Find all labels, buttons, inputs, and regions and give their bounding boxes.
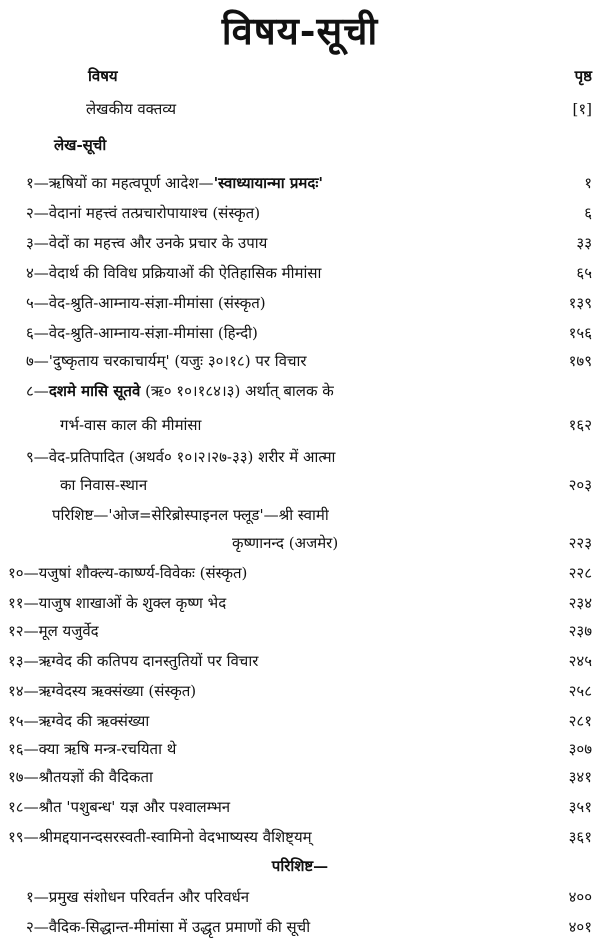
toc-entry-title <box>8 650 258 672</box>
toc-entry-text: का निवास-स्थान <box>60 476 148 494</box>
toc-entry-title <box>8 620 99 642</box>
toc-entry-title <box>26 380 334 402</box>
toc-entry-text: ९—वेद-प्रतिपादित (अथर्व० १०।२।२७-३३) शरीर में आत्मा <box>26 448 336 466</box>
toc-entry-text: ७—'दुष्कृताय चरकाचार्यम्' (यजुः ३०।१८) पर विचार <box>26 352 307 370</box>
appendix-entry-title: २—वैदिक-सिद्धान्त-मीमांसा में उद्धृत प्रमाणों की सूची <box>26 918 311 936</box>
toc-entry-title <box>8 710 149 732</box>
toc-entry-title <box>8 592 226 614</box>
toc-entry-title <box>8 738 176 760</box>
toc-entry-title <box>232 532 338 554</box>
page-column-header: पृष्ठ <box>574 67 592 85</box>
toc-entry-page: ३४१ <box>568 768 592 786</box>
subject-column-header: विषय <box>88 67 118 85</box>
toc-entry-title <box>8 680 196 702</box>
toc-entry-title <box>52 504 329 526</box>
toc-entry-page: १३९ <box>568 294 592 312</box>
appendix-heading: परिशिष्ट— <box>271 857 329 875</box>
toc-entry-text: ६—वेद-श्रुति-आम्नाय-संज्ञा-मीमांसा (हिन्दी) <box>26 324 258 342</box>
toc-entry-title <box>26 262 321 284</box>
toc-entry-text: ११—याजुष शाखाओं के शुक्ल कृष्ण भेद <box>8 594 227 612</box>
preface-text: लेखकीय वक्तव्य <box>86 100 177 118</box>
toc-entry-title <box>26 202 260 224</box>
toc-entry-page: २८१ <box>568 712 592 730</box>
toc-entry-page: २२३ <box>568 534 592 552</box>
toc-entry-text: १५—ऋग्वेद की ऋक्संख्या <box>8 712 150 730</box>
toc-entry-bold-text: 'स्वाध्यायान्मा प्रमदः' <box>213 174 323 192</box>
toc-entry-title <box>8 796 230 818</box>
toc-entry-title <box>8 766 153 788</box>
toc-entry-text: १९—श्रीमद्दयानन्दसरस्वती-स्वामिनो वेदभाष्यस्य वैशिष्ट्यम् <box>8 828 312 846</box>
toc-entry-title <box>8 562 247 584</box>
toc-entry-page: २२८ <box>568 564 592 582</box>
toc-entry-title <box>26 172 323 194</box>
toc-entry-title <box>8 826 312 848</box>
toc-entry-page: १६२ <box>568 416 592 434</box>
page-title: विषय-सूची <box>221 8 379 53</box>
toc-entry-text: १३—ऋग्वेद की कतिपय दानस्तुतियों पर विचार <box>8 652 259 670</box>
toc-entry-text: १२—मूल यजुर्वेद <box>8 622 99 640</box>
toc-entry-text: १४—ऋग्वेदस्य ऋक्संख्या (संस्कृत) <box>8 682 197 700</box>
toc-entry-page: २४५ <box>568 652 592 670</box>
preface-page: [१] <box>572 100 592 118</box>
toc-entry-text-continued: (ऋ० १०।१८४।३) अर्थात् बालक के <box>140 382 334 400</box>
toc-entry-text: परिशिष्ट—'ओज=सेरिब्रोस्पाइनल फ्लूड'—श्री स्वामी <box>52 506 329 524</box>
toc-entry-page: ३५१ <box>568 798 592 816</box>
toc-entry-title <box>26 292 266 314</box>
toc-entry-page: २५८ <box>568 682 592 700</box>
toc-entry-page: १५६ <box>568 324 592 342</box>
toc-entry-text: १०—यजुषां शौक्ल्य-कार्ष्ण्य-विवेकः (संस्कृत) <box>8 564 248 582</box>
toc-entry-page: २०३ <box>568 476 592 494</box>
toc-entry-title <box>60 414 201 436</box>
toc-entry-text: १७—श्रौतयज्ञों की वैदिकता <box>8 768 153 786</box>
toc-entry-text: १६—क्या ऋषि मन्त्र-रचयिता थे <box>8 740 177 758</box>
toc-entry-text: ४—वेदार्थ की विविध प्रक्रियाओं की ऐतिहासिक मीमांसा <box>26 264 322 282</box>
toc-entry-text: ८— <box>26 382 49 400</box>
toc-entry-page: ३६१ <box>568 828 592 846</box>
toc-entry-title <box>26 446 335 468</box>
appendix-entry-title: १—प्रमुख संशोधन परिवर्तन और परिवर्धन <box>26 888 250 906</box>
toc-entry-page: २३४ <box>568 594 592 612</box>
toc-entry-page: ६ <box>584 204 592 222</box>
toc-entry-text: १८—श्रौत 'पशुबन्ध' यज्ञ और पश्वालम्भन <box>8 798 231 816</box>
toc-entry-text: १—ऋषियों का महत्वपूर्ण आदेश— <box>26 174 214 192</box>
list-heading: लेख-सूची <box>54 136 107 154</box>
toc-entry-text: ५—वेद-श्रुति-आम्नाय-संज्ञा-मीमांसा (संस्कृत) <box>26 294 266 312</box>
toc-entry-text: २—वेदानां महत्त्वं तत्प्रचारोपायाश्च (संस्कृत) <box>26 204 261 222</box>
appendix-entry-page: ४०० <box>568 888 592 906</box>
toc-entry-page: ६५ <box>576 264 592 282</box>
toc-entry-title <box>60 474 147 496</box>
toc-entry-text: ३—वेदों का महत्त्व और उनके प्रचार के उपाय <box>26 234 268 252</box>
toc-entry-page: १ <box>584 174 592 192</box>
toc-entry-text: कृष्णानन्द (अजमेर) <box>232 534 339 552</box>
toc-entry-bold-text: दशमे मासि सूतवे <box>48 382 141 400</box>
toc-entry-page: २३७ <box>568 622 592 640</box>
toc-entry-page: १७९ <box>568 352 592 370</box>
toc-entry-page: ३०७ <box>568 740 592 758</box>
toc-entry-title <box>26 232 267 254</box>
toc-entry-title <box>26 350 307 372</box>
appendix-entry-page: ४०१ <box>568 918 592 936</box>
toc-entry-text: गर्भ-वास काल की मीमांसा <box>60 416 202 434</box>
toc-entry-title <box>26 322 258 344</box>
toc-entry-page: ३३ <box>576 234 592 252</box>
